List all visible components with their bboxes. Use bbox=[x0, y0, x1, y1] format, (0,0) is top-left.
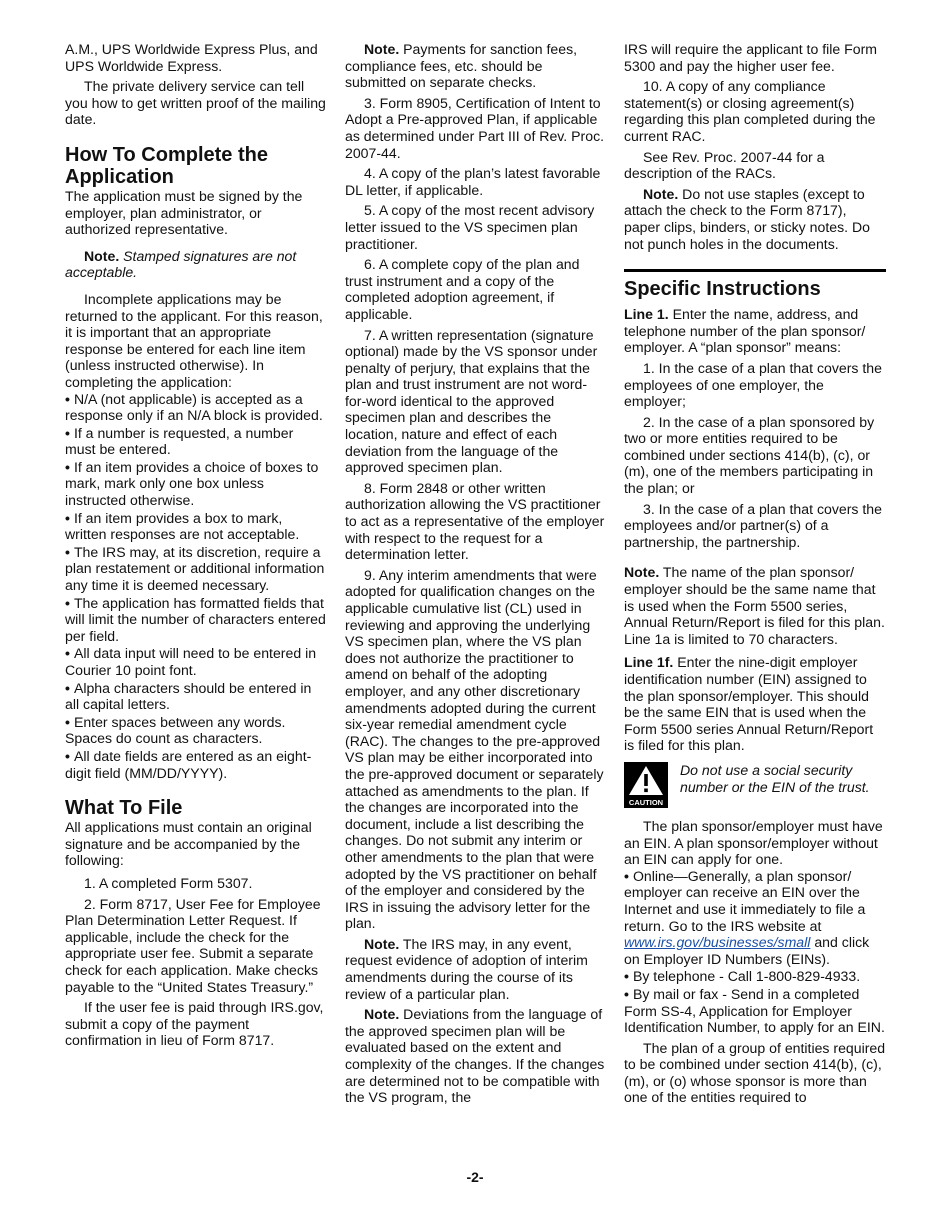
column-2 bbox=[345, 41, 607, 1110]
list-item: • All date fields are entered as an eight-digit field (MM/DD/YYYY). bbox=[65, 747, 312, 781]
note-text: The name of the plan sponsor/ employer should be the same name that is used when the Form 5500 series, Annual Return/Report is filed for this plan. Line 1a is limited to 70 characters. bbox=[624, 564, 885, 647]
file-item-7: 7. A written representation (signature optional) made by the VS sponsor under penalty of perjury, that explains that the plan and trust instrument are not word-for-word identical to the approved specimen plan and describes the location, nature and effect of each deviation from the language of the approved specimen plan. bbox=[345, 326, 598, 476]
note-label: Note. bbox=[364, 1006, 400, 1023]
bullet-icon: • bbox=[65, 747, 70, 764]
heading-how-to-complete: How To Complete the Application bbox=[65, 143, 268, 188]
bullet-icon: • bbox=[65, 594, 70, 611]
file-item-5: 5. A copy of the most recent advisory letter issued to the VS specimen plan practitioner. bbox=[345, 202, 595, 252]
list-item: • If an item provides a choice of boxes to mark, mark only one box unless instructed otherwise. bbox=[65, 458, 319, 509]
paragraph-group-entities: The plan of a group of entities required to be combined under section 414(b), (c), (m), or (o) whose sponsor is more than one of the entities required to bbox=[624, 1039, 886, 1106]
column-3 bbox=[624, 41, 886, 1110]
note-label: Note. bbox=[643, 185, 679, 202]
file-item-1: 1. A completed Form 5307. bbox=[84, 874, 253, 891]
note-sponsor-name bbox=[624, 564, 886, 647]
line-label: Line 1. bbox=[624, 306, 669, 323]
file-item-4: 4. A copy of the plan’s latest favorable DL letter, if applicable. bbox=[345, 165, 601, 198]
irs-website-link[interactable]: www.irs.gov/businesses/small bbox=[624, 934, 811, 951]
list-item: • If a number is requested, a number must be entered. bbox=[65, 424, 294, 458]
heading-what-to-file: What To File bbox=[65, 797, 183, 820]
line-text: Enter the name, address, and telephone number of the plan sponsor/ employer. A “plan sponsor” means: bbox=[624, 306, 866, 356]
paragraph-what-to-file: All applications must contain an original signature and be accompanied by the following: bbox=[65, 819, 312, 869]
section-divider bbox=[624, 269, 886, 272]
heading-specific-instructions: Specific Instructions bbox=[624, 278, 821, 301]
bullet-icon: • bbox=[65, 390, 70, 407]
bullet-icon: • bbox=[65, 713, 70, 730]
caution-label: CAUTION bbox=[628, 797, 664, 807]
list-item: • N/A (not applicable) is accepted as a response only if an N/A block is provided. bbox=[65, 390, 323, 424]
note-text: The IRS may, in any event, request evidence of adoption of interim amendments during the course of its review of a particular plan. bbox=[345, 935, 588, 1002]
file-item-2: 2. Form 8717, User Fee for Employee Plan Determination Letter Request. If applicable, include the check for the appropriate user fee. Submit a separate check for each application. Make checks payable to the “United States Treasury.” bbox=[65, 895, 321, 995]
bullet-icon: • bbox=[624, 968, 629, 985]
bullet-list bbox=[65, 391, 327, 782]
file-item-3: 3. Form 8905, Certification of Intent to Adopt a Pre-approved Plan, if applicable as determined under Part III of Rev. Proc. 2007-44. bbox=[345, 94, 605, 161]
caution-text: Do not use a social security number or the EIN of the trust. bbox=[680, 761, 870, 795]
line-label: Line 1f. bbox=[624, 654, 674, 671]
list-item: • By telephone - Call 1-800-829-4933. bbox=[624, 968, 861, 985]
paragraph-incomplete-applications: Incomplete applications may be returned to the applicant. For this reason, it is important that an appropriate response be entered for each line item (unless instructed otherwise). In completing the application: bbox=[65, 290, 323, 390]
list-item: • The IRS may, at its discretion, require a plan restatement or additional information any time it is deemed necessary. bbox=[65, 543, 325, 594]
paragraph-signed: The application must be signed by the employer, plan administrator, or authorized representative. bbox=[65, 187, 303, 238]
note-interim-evidence bbox=[345, 936, 607, 1002]
note-text: Payments for sanction fees, compliance fees, etc. should be submitted on separate checks. bbox=[345, 41, 578, 91]
list-item: • Alpha characters should be entered in all capital letters. bbox=[65, 679, 312, 713]
note-staples bbox=[624, 186, 886, 252]
sponsor-item-2: 2. In the case of a plan sponsored by two or more entities required to be combined under sections 414(b), (c), or (m), one of the members participating in the plan; or bbox=[624, 413, 875, 497]
note-label: Note. bbox=[84, 247, 120, 264]
list-item: • The application has formatted fields that will limit the number of characters entered per field. bbox=[65, 594, 326, 644]
bullet-icon: • bbox=[624, 867, 629, 884]
list-item: • If an item provides a box to mark, written responses are not acceptable. bbox=[65, 509, 300, 543]
caution-box bbox=[624, 762, 886, 808]
list-item: • Enter spaces between any words. Spaces do count as characters. bbox=[65, 713, 286, 747]
file-item-8: 8. Form 2848 or other written authorization allowing the VS practitioner to act as a representative of the employer with respect to the request for a determination letter. bbox=[345, 479, 605, 563]
note-label: Note. bbox=[624, 564, 660, 581]
file-item-9: 9. Any interim amendments that were adopted for qualification changes on the applicable cumulative list (CL) used in reviewing and approving the underlying VS specimen plan, where the VS plan does not authorize the practitioner to amend on behalf of the adopting employer, and any other discretionary amendments adopted during the current six-year remedial amendment cycle (RAC). The changes to the pre-approved VS plan may be either incorporated into the pre-approved document or separately attached as amendments to the plan. If the changes are incorporated into the document, include a list describing the changes. Do not submit any interim or other amendments to the plan that were adopted by the VS practitioner on behalf of the employer and considered by the IRS in issuing the advisory letter for the plan. bbox=[345, 566, 604, 932]
note-deviations bbox=[345, 1006, 607, 1106]
bullet-icon: • bbox=[624, 985, 629, 1002]
note-label: Note. bbox=[364, 41, 400, 57]
note-stamped-signatures bbox=[65, 248, 327, 281]
paragraph-delivery-types: A.M., UPS Worldwide Express Plus, and UPS Worldwide Express. bbox=[65, 41, 318, 74]
bullet-icon: • bbox=[65, 645, 70, 662]
line-1-instruction bbox=[624, 306, 886, 356]
note-payments bbox=[345, 41, 607, 91]
paragraph-see-rev-proc: See Rev. Proc. 2007-44 for a description of the RACs. bbox=[624, 148, 825, 182]
line-1f-instruction bbox=[624, 654, 886, 754]
file-item-6: 6. A complete copy of the plan and trust instrument and a copy of the completed adoption agreement, if applicable. bbox=[345, 256, 580, 322]
sponsor-item-1: 1. In the case of a plan that covers the employees of one employer, the employer; bbox=[624, 359, 882, 410]
page-number: -2- bbox=[466, 1169, 484, 1185]
bullet-icon: • bbox=[65, 543, 70, 560]
bullet-icon: • bbox=[65, 679, 70, 696]
bullet-icon: • bbox=[65, 424, 70, 441]
list-item: • Online—Generally, a plan sponsor/ employer can receive an EIN over the Internet and use it immediately to file a return. Go to the IRS website at www.irs.gov/businesses/small and click on Employer ID Numbers (EINs). bbox=[624, 867, 870, 967]
note-text: Deviations from the language of the approved specimen plan will be evaluated based on the extent and complexity of the changes. If the changes are determined not to be compatible with the VS program, the bbox=[345, 1006, 605, 1106]
bullet-icon: • bbox=[65, 458, 70, 475]
column-1 bbox=[65, 41, 327, 1053]
list-item: • By mail or fax - Send in a completed Form SS-4, Application for Employer Identification Number, to apply for an EIN. bbox=[624, 985, 885, 1036]
paragraph-ein-required: The plan sponsor/employer must have an EIN. A plan sponsor/employer without an EIN can apply for one. bbox=[624, 817, 883, 868]
note-text: Do not use staples (except to attach the check to the Form 8717), paper clips, binders, or sticky notes. Do not punch holes in the documents. bbox=[624, 185, 870, 252]
caution-icon bbox=[624, 762, 668, 808]
bullet-icon: • bbox=[65, 509, 70, 526]
sponsor-item-3: 3. In the case of a plan that covers the employees and/or partner(s) of a partnership, the partnership. bbox=[624, 500, 882, 550]
note-text: Stamped signatures are not acceptable. bbox=[65, 247, 297, 281]
file-item-10: 10. A copy of any compliance statement(s) or closing agreement(s) regarding this plan completed during the current RAC. bbox=[624, 78, 876, 144]
paragraph-user-fee: If the user fee is paid through IRS.gov, submit a copy of the payment confirmation in lieu of Form 8717. bbox=[65, 999, 324, 1049]
paragraph-form-5300: IRS will require the applicant to file Form 5300 and pay the higher user fee. bbox=[624, 41, 878, 74]
line-text: Enter the nine-digit employer identification number (EIN) assigned to the plan sponsor/employer. This should be the same EIN that is used when the Form 5500 series Annual Return/Report is filed for this plan. bbox=[624, 654, 874, 754]
paragraph-private-delivery: The private delivery service can tell you how to get written proof of the mailing date. bbox=[65, 78, 326, 128]
list-item: • All data input will need to be entered in Courier 10 point font. bbox=[65, 645, 317, 678]
note-label: Note. bbox=[364, 935, 400, 952]
